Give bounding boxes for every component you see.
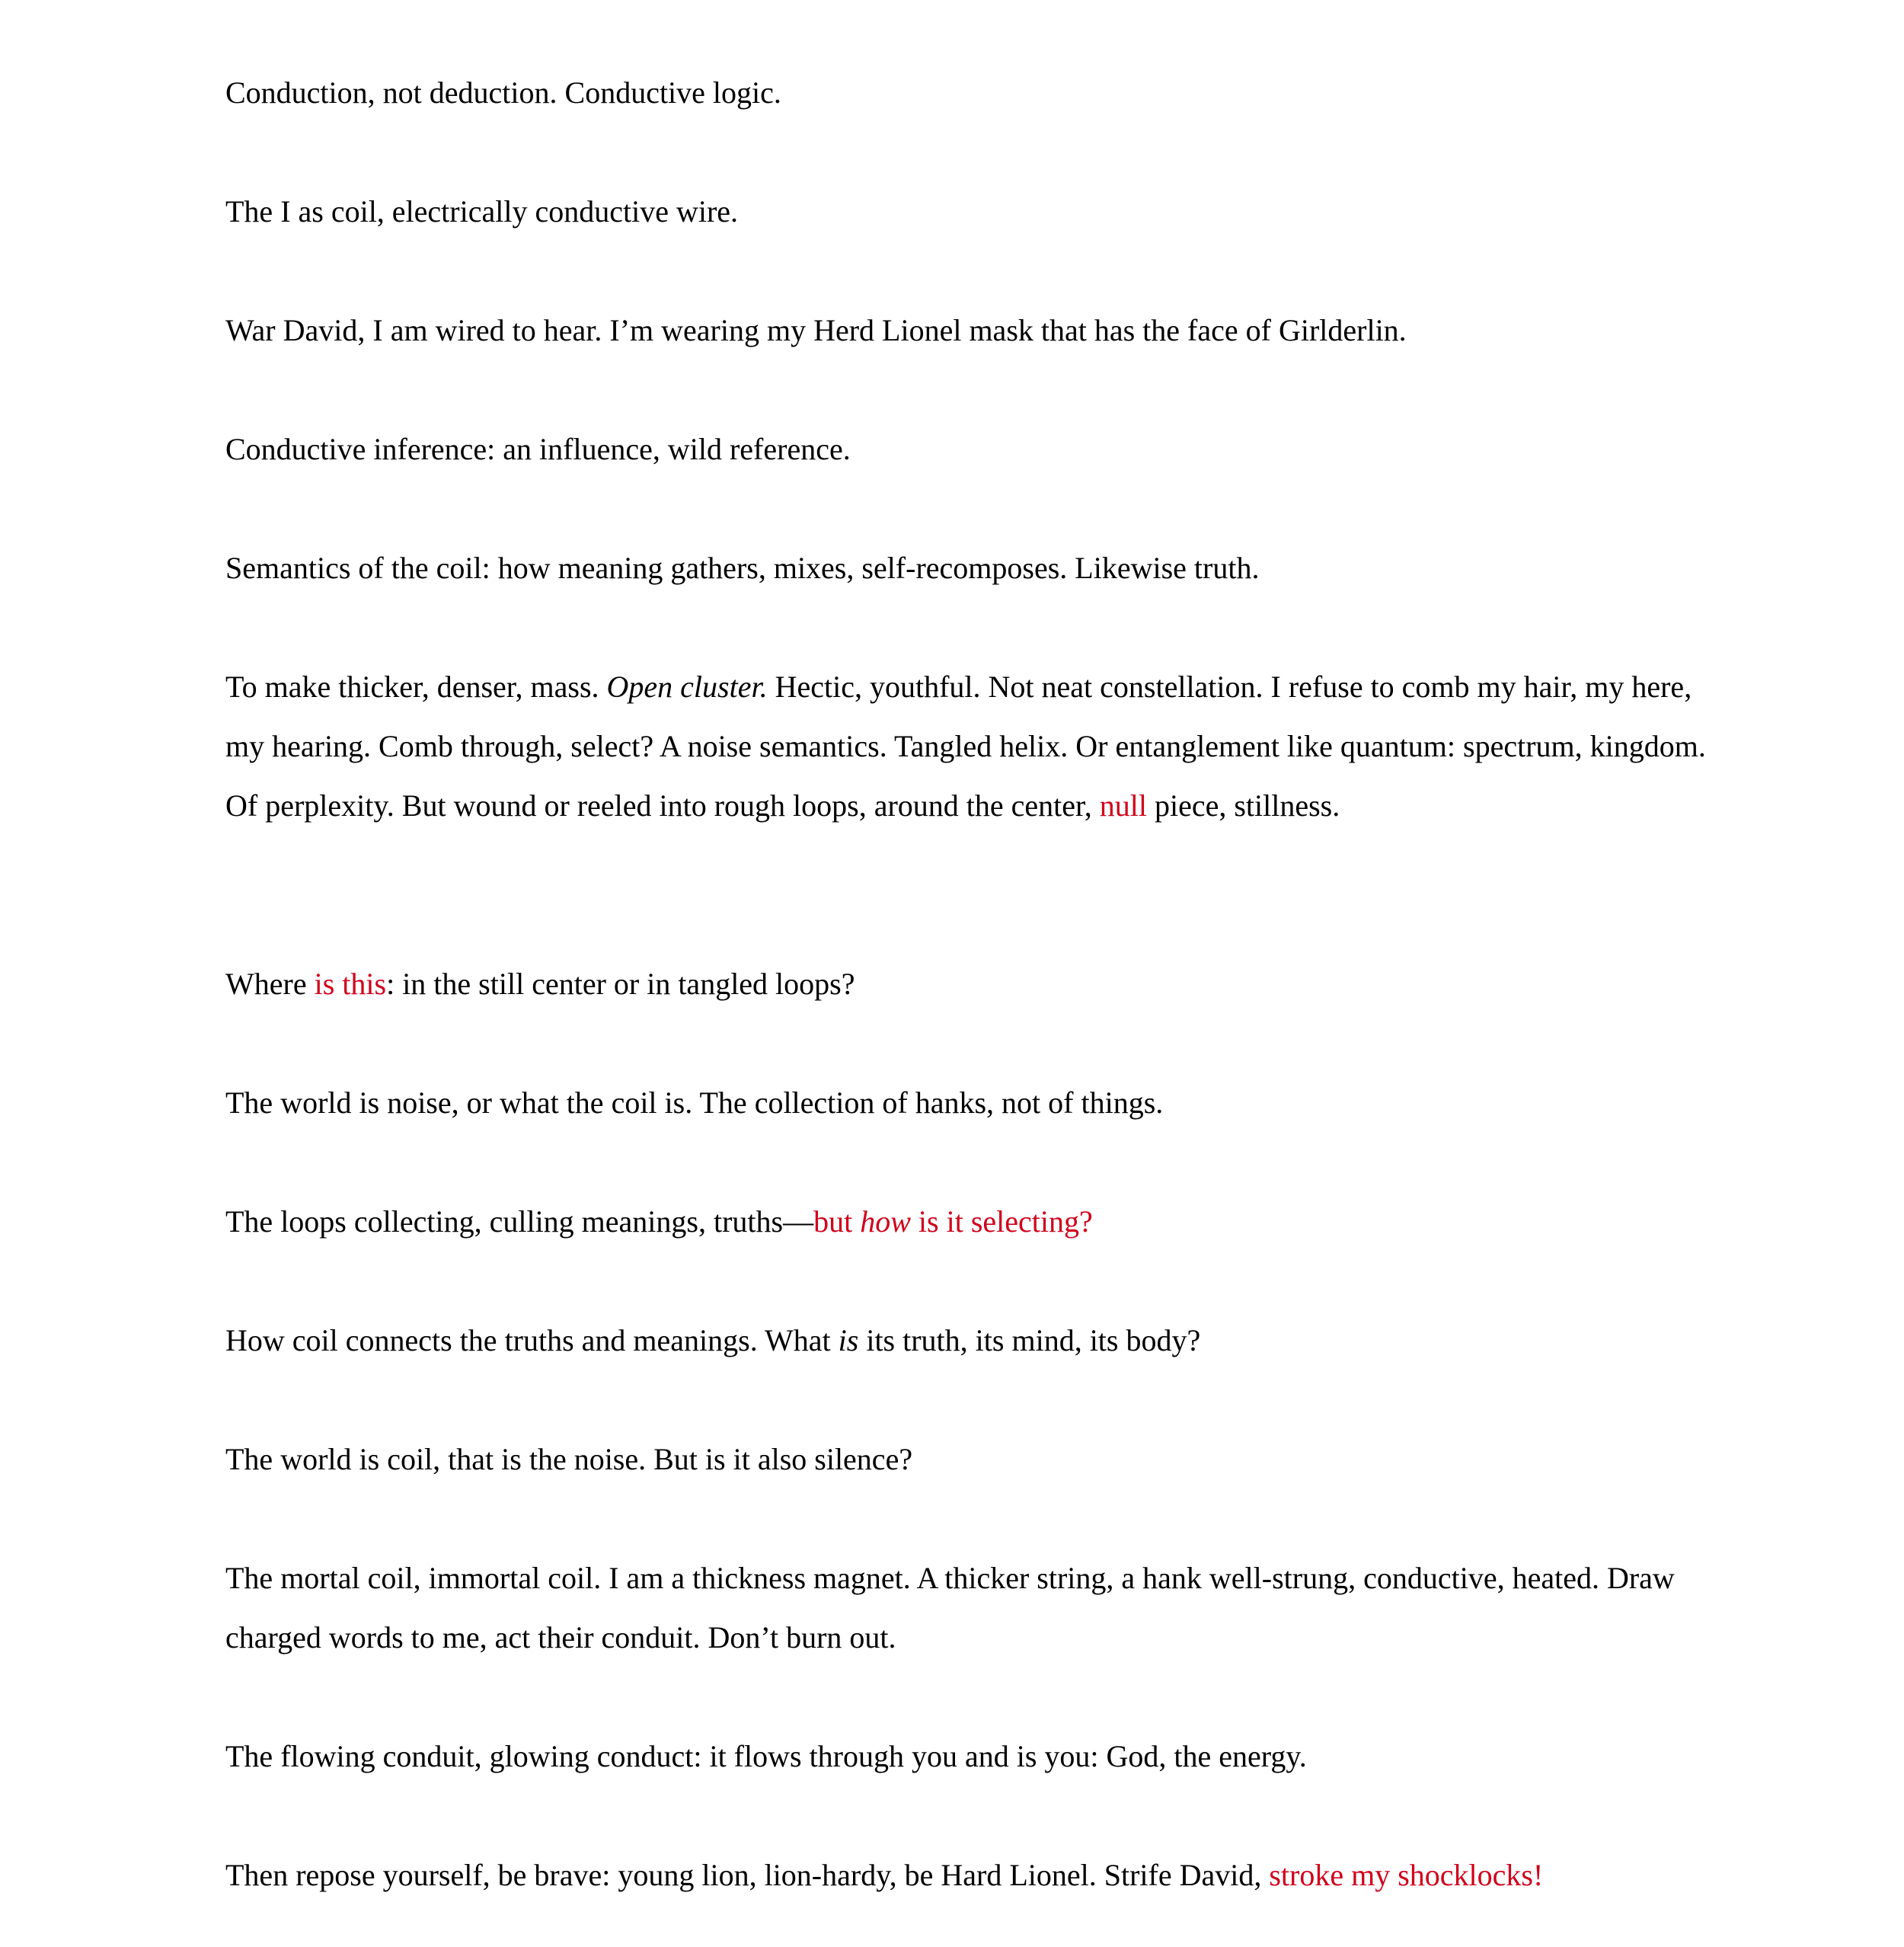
paragraph-6-text-c: Hectic, youthful. Not neat constellation. I refuse to comb my hair, my here, my hearing. Comb through, select? A noise semantics. Tangled helix. Or entanglement like quantum: spectrum, kingdom. Of perplexity. But wound or reeled into rough loops, around the center, bbox=[225, 670, 1706, 823]
paragraph-1-text: Conduction, not deduction. Conductive logic. bbox=[225, 75, 781, 110]
paragraph-5 bbox=[225, 539, 1718, 598]
paragraph-11 bbox=[225, 1430, 1718, 1489]
highlight-is-it-selecting: is it selecting? bbox=[910, 1204, 1093, 1239]
paragraph-10-italic-is: is bbox=[838, 1323, 859, 1357]
paragraph-4-text: Conductive inference: an influence, wild reference. bbox=[225, 432, 851, 466]
paragraph-13 bbox=[225, 1727, 1718, 1786]
paragraph-7-text-a: Where bbox=[225, 967, 315, 1001]
paragraph-14 bbox=[225, 1846, 1718, 1905]
paragraph-12-text: The mortal coil, immortal coil. I am a thickness magnet. A thicker string, a hank well-strung, conductive, heated. Draw charged words to me, act their conduit. Don’t burn out. bbox=[225, 1561, 1675, 1654]
paragraph-12 bbox=[225, 1549, 1718, 1667]
paragraph-2-text: The I as coil, electrically conductive wire. bbox=[225, 194, 739, 229]
paragraph-10 bbox=[225, 1311, 1718, 1370]
paragraph-7-text-c: : in the still center or in tangled loops? bbox=[386, 967, 855, 1001]
paragraph-9-text-a: The loops collecting, culling meanings, truths— bbox=[225, 1204, 814, 1239]
paragraph-2 bbox=[225, 182, 1718, 241]
paragraph-8-text: The world is noise, or what the coil is. The collection of hanks, not of things. bbox=[225, 1085, 1164, 1120]
paragraph-4 bbox=[225, 420, 1718, 479]
paragraph-10-text-a: How coil connects the truths and meanings. What bbox=[225, 1323, 839, 1357]
paragraph-3-text: War David, I am wired to hear. I’m wearing my Herd Lionel mask that has the face of Girlderlin. bbox=[225, 313, 1407, 347]
paragraph-6-text-a: To make thicker, denser, mass. bbox=[225, 670, 607, 704]
paragraph-9 bbox=[225, 1192, 1718, 1252]
paragraph-11-text: The world is coil, that is the noise. But is it also silence? bbox=[225, 1442, 913, 1476]
highlight-stroke-my-shocklocks: stroke my shocklocks! bbox=[1269, 1858, 1544, 1892]
paragraph-7 bbox=[225, 954, 1718, 1014]
paragraph-8 bbox=[225, 1073, 1718, 1133]
paragraph-6-text-e: piece, stillness. bbox=[1146, 788, 1340, 823]
paragraph-13-text: The flowing conduit, glowing conduct: it flows through you and is you: God, the energy. bbox=[225, 1739, 1307, 1773]
highlight-is-this: is this bbox=[314, 967, 387, 1001]
paragraph-6 bbox=[225, 657, 1718, 836]
highlight-null: null bbox=[1099, 788, 1147, 823]
highlight-but: but bbox=[813, 1204, 861, 1239]
paragraph-5-text: Semantics of the coil: how meaning gathers, mixes, self-recomposes. Likewise truth. bbox=[225, 551, 1260, 585]
paragraph-10-text-c: its truth, its mind, its body? bbox=[858, 1323, 1201, 1357]
paragraph-14-text-a: Then repose yourself, be brave: young lion, lion-hardy, be Hard Lionel. Strife David, bbox=[225, 1858, 1270, 1892]
paragraph-6-italic-open-cluster: Open cluster. bbox=[606, 670, 768, 704]
paragraph-1 bbox=[225, 63, 1718, 123]
highlight-how-italic: how bbox=[860, 1204, 911, 1239]
paragraph-3 bbox=[225, 301, 1718, 360]
